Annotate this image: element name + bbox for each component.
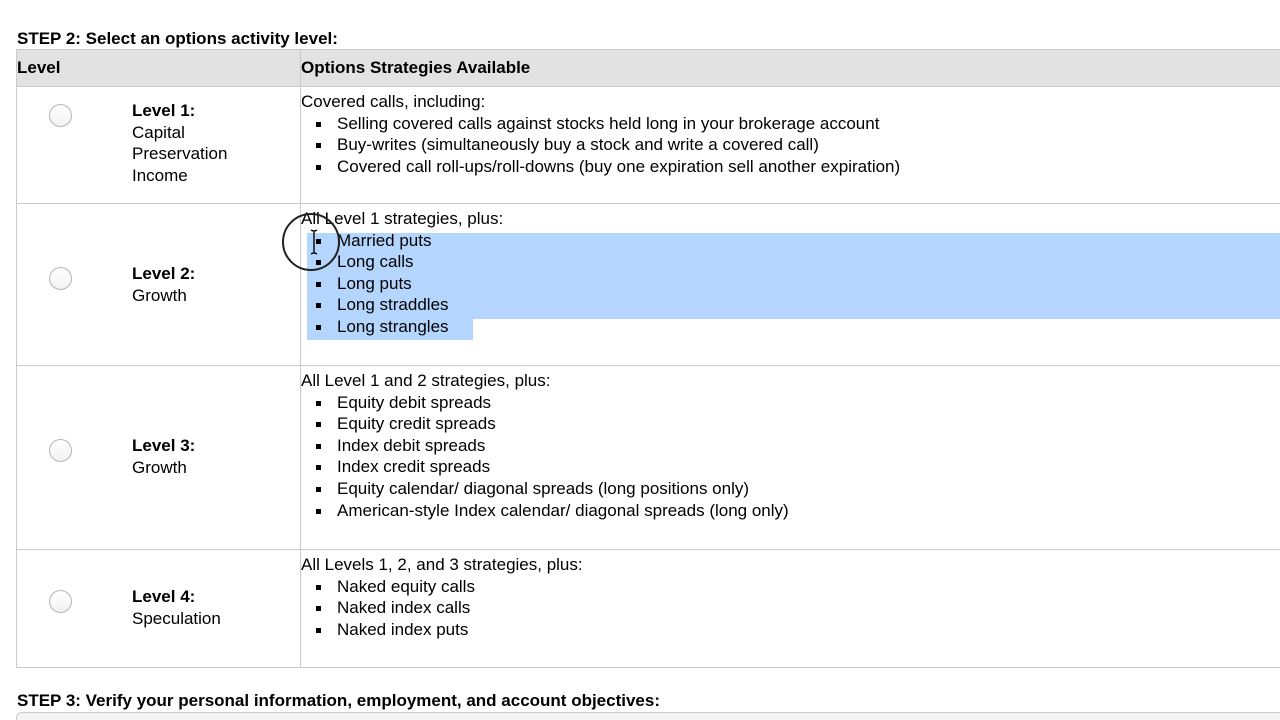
options-levels-table bbox=[16, 49, 1280, 668]
level-2-strategy-list bbox=[301, 230, 1280, 338]
step2-title: STEP 2: Select an options activity level: bbox=[17, 29, 338, 48]
list-item: Naked equity calls bbox=[337, 576, 1280, 598]
table-header-row bbox=[17, 50, 1280, 87]
list-item: Index debit spreads bbox=[337, 435, 1280, 457]
level-4-cell bbox=[17, 550, 301, 668]
level-1-row bbox=[17, 87, 1280, 204]
level-1-name: Level 1: bbox=[132, 101, 196, 120]
level-2-cell bbox=[17, 204, 301, 366]
list-item: Covered call roll-ups/roll-downs (buy one expiration sell another expiration) bbox=[337, 156, 1280, 178]
text-cursor-icon bbox=[310, 229, 318, 255]
level-1-strategies bbox=[301, 87, 1280, 204]
level-4-strategy-list bbox=[301, 576, 1280, 641]
list-item: Naked index calls bbox=[337, 597, 1280, 619]
list-item: Index credit spreads bbox=[337, 456, 1280, 478]
list-item: Long calls bbox=[337, 251, 1280, 273]
level-4-intro: All Levels 1, 2, and 3 strategies, plus: bbox=[301, 555, 583, 574]
list-item: Equity calendar/ diagonal spreads (long positions only) bbox=[337, 478, 1280, 500]
list-item: Selling covered calls against stocks held long in your brokerage account bbox=[337, 113, 1280, 135]
level-4-strategies bbox=[301, 550, 1280, 668]
level-3-row bbox=[17, 366, 1280, 550]
level-3-strategies bbox=[301, 366, 1280, 550]
list-item: Long strangles bbox=[337, 316, 1280, 338]
list-item: Long straddles bbox=[337, 294, 1280, 316]
list-item: Buy-writes (simultaneously buy a stock and write a covered call) bbox=[337, 134, 1280, 156]
level-4-desc-line: Speculation bbox=[132, 608, 221, 628]
list-item: Equity credit spreads bbox=[337, 413, 1280, 435]
level-1-label bbox=[132, 100, 227, 186]
level-2-label bbox=[132, 263, 195, 306]
level-3-radio[interactable] bbox=[49, 439, 72, 462]
level-3-name: Level 3: bbox=[132, 436, 196, 455]
level-1-intro: Covered calls, including: bbox=[301, 92, 486, 111]
level-2-radio[interactable] bbox=[49, 267, 72, 290]
level-4-name: Level 4: bbox=[132, 587, 196, 606]
list-item: Long puts bbox=[337, 273, 1280, 295]
level-4-label bbox=[132, 586, 221, 629]
level-3-strategy-list bbox=[301, 392, 1280, 522]
list-item: Equity debit spreads bbox=[337, 392, 1280, 414]
level-1-cell bbox=[17, 87, 301, 204]
strategies-column-header: Options Strategies Available bbox=[301, 50, 1280, 87]
step3-panel bbox=[16, 712, 1280, 720]
list-item: American-style Index calendar/ diagonal spreads (long only) bbox=[337, 500, 1280, 522]
level-2-name: Level 2: bbox=[132, 264, 196, 283]
level-column-header: Level bbox=[17, 50, 301, 87]
level-1-desc-line: Capital bbox=[132, 122, 185, 142]
level-2-row bbox=[17, 204, 1280, 366]
level-4-radio[interactable] bbox=[49, 590, 72, 613]
list-item: Naked index puts bbox=[337, 619, 1280, 641]
level-3-label bbox=[132, 435, 195, 478]
level-2-desc-line: Growth bbox=[132, 285, 187, 305]
level-3-intro: All Level 1 and 2 strategies, plus: bbox=[301, 371, 551, 390]
level-4-row bbox=[17, 550, 1280, 668]
level-1-desc-line: Preservation bbox=[132, 144, 228, 164]
level-1-strategy-list bbox=[301, 113, 1280, 178]
step3-title: STEP 3: Verify your personal information, employment, and account objectives: bbox=[17, 691, 661, 710]
level-3-desc-line: Growth bbox=[132, 457, 187, 477]
level-3-cell bbox=[17, 366, 301, 550]
level-2-strategies bbox=[301, 204, 1280, 366]
level-1-desc-line: Income bbox=[132, 165, 188, 185]
list-item: Married puts bbox=[337, 230, 1280, 252]
level-1-radio[interactable] bbox=[49, 104, 72, 127]
level-2-intro: All Level 1 strategies, plus: bbox=[301, 209, 504, 228]
